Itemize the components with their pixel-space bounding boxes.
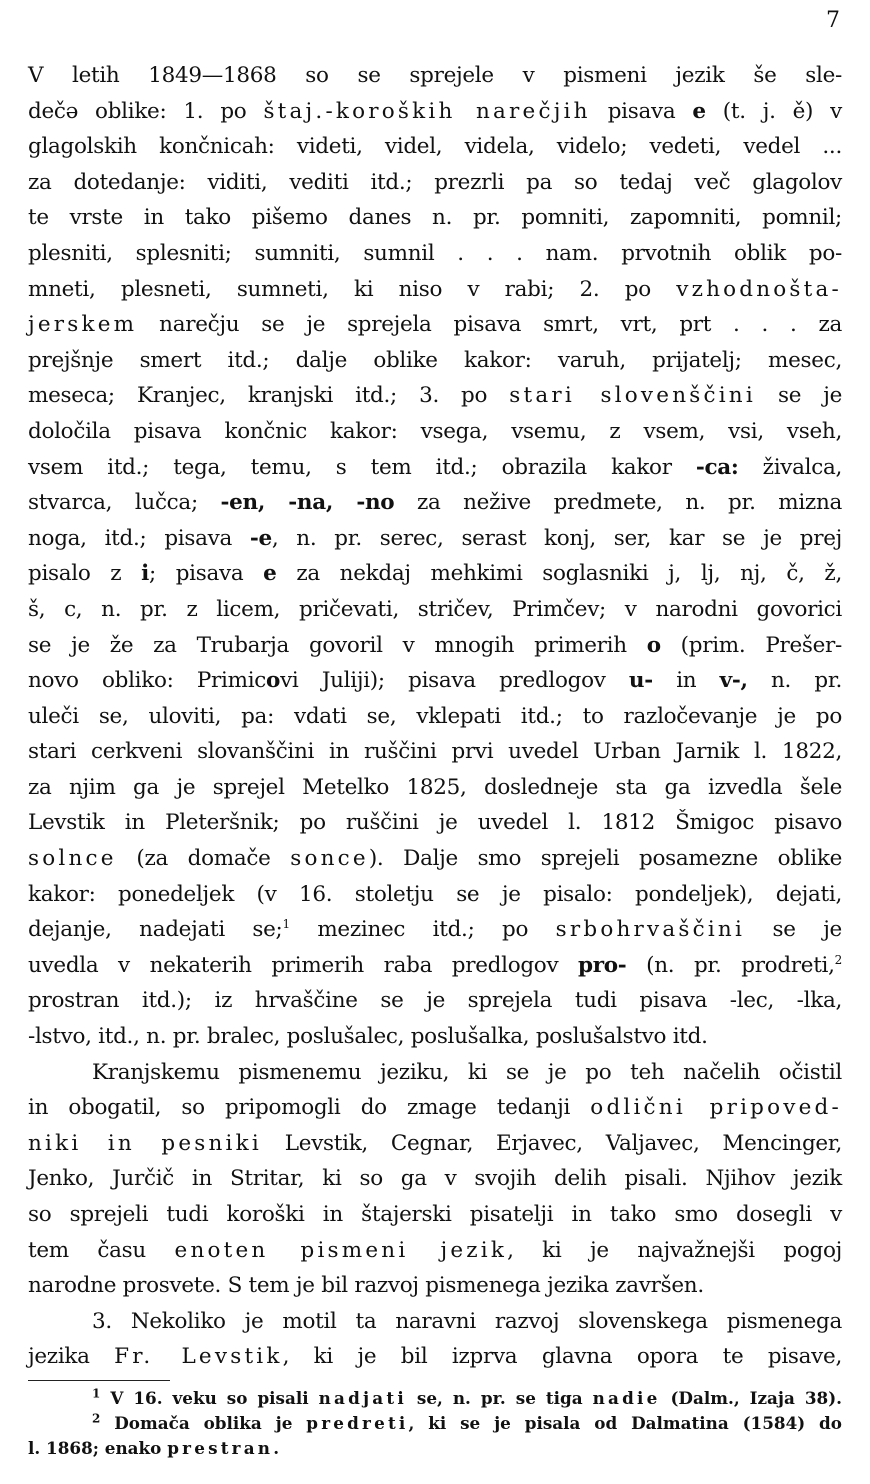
body-line bbox=[28, 485, 842, 521]
body-line bbox=[28, 805, 842, 841]
body-line bbox=[28, 94, 842, 130]
text-run: jezika bbox=[28, 1344, 115, 1370]
footnote-rule bbox=[28, 1380, 170, 1381]
body-line bbox=[28, 556, 842, 592]
body-line bbox=[28, 1268, 842, 1304]
text-run: se je bbox=[755, 383, 843, 409]
text-run: novo obliko: Primic bbox=[28, 668, 267, 694]
body-line bbox=[28, 841, 842, 877]
text-run: in bbox=[652, 668, 720, 694]
spaced-emphasis: nadie bbox=[592, 1388, 661, 1408]
text-run: l. 1868; enako bbox=[28, 1438, 168, 1458]
bold-emphasis: v-, bbox=[719, 668, 748, 694]
text-run: za nekdaj mehkimi soglasniki j, lj, nj, č, ž, bbox=[276, 561, 842, 587]
body-line bbox=[28, 912, 842, 948]
text-run: prejšnje smert itd.; dalje oblike kakor: varuh, prijatelj; mesec, bbox=[28, 347, 842, 373]
bold-emphasis: o bbox=[646, 632, 661, 658]
text-run: noga, itd.; pisava bbox=[28, 525, 250, 551]
bold-emphasis: -en, -na, -no bbox=[220, 490, 395, 516]
text-run: plesniti, splesniti; sumniti, sumnil . . . nam. prvotnih oblik po- bbox=[28, 240, 842, 266]
spaced-emphasis: stari slovenščini bbox=[509, 383, 756, 409]
text-run: Kranjskemu pismenemu jeziku, ki se je po teh načelih očistil bbox=[92, 1059, 842, 1085]
spaced-emphasis: srbohrvaščini bbox=[555, 917, 746, 943]
text-run: se je bbox=[745, 917, 842, 943]
text-run: kakor: ponedeljek (v 16. stoletju se je pisalo: pondeljek), dejati, bbox=[28, 881, 842, 907]
footnote-marker: 1 bbox=[282, 917, 290, 932]
text-run: , ki je bil izprva glavna opora te pisave, bbox=[282, 1344, 842, 1370]
text-run: 3. Nekoliko je motil ta naravni razvoj slovenskega pismenega bbox=[92, 1308, 842, 1334]
body-line bbox=[28, 307, 842, 343]
body-line bbox=[28, 1233, 842, 1269]
spaced-emphasis: enoten pismeni jezik bbox=[174, 1237, 508, 1263]
body-line bbox=[28, 877, 842, 913]
text-run: so sprejeli tudi koroški in štajerski pisatelji in tako smo dosegli v bbox=[28, 1202, 842, 1227]
text-run: meseca; Kranjec, kranjski itd.; 3. po bbox=[28, 383, 510, 409]
text-run: prostran itd.); iz hrvaščine se je sprejela tudi pisava -lec, -lka, bbox=[28, 988, 842, 1014]
spaced-emphasis: solnce bbox=[28, 846, 117, 872]
text-run: , ki je najvažnejši pogoj bbox=[507, 1237, 842, 1263]
spaced-emphasis: odlični pripoved- bbox=[590, 1095, 842, 1121]
text-run: določila pisava končnic kakor: vsega, vsemu, z vsem, vsi, vseh, bbox=[28, 418, 842, 444]
text-run: stari cerkveni slovanščini in ruščini prvi uvedel Urban Jarnik l. 1822, bbox=[28, 739, 842, 765]
text-run: za dotedanje: viditi, vediti itd.; prezrli pa so tedaj več glagolov bbox=[28, 169, 842, 195]
text-run: (n. pr. prodreti, bbox=[626, 952, 835, 978]
text-run: živalca, bbox=[738, 454, 843, 480]
body-line bbox=[28, 1019, 842, 1055]
footnote-marker: 2 bbox=[834, 952, 842, 967]
body-line bbox=[28, 592, 842, 628]
text-run: vi Juliji); pisava predlogov bbox=[280, 668, 629, 694]
body-line bbox=[28, 236, 842, 272]
text-run: te vrste in tako pišemo danes n. pr. pomniti, zapomniti, pomnil; bbox=[28, 205, 842, 231]
text-run: za nežive predmete, n. pr. mizna bbox=[394, 490, 843, 516]
text-run: Domača oblika je bbox=[100, 1413, 307, 1433]
bold-emphasis: u- bbox=[628, 668, 653, 694]
text-run: glagolskih končnicah: videti, videl, videla, videlo; vedeti, vedel ... bbox=[28, 134, 842, 160]
footnotes bbox=[28, 1386, 842, 1461]
footnote-marker: 1 bbox=[92, 1386, 101, 1401]
spaced-emphasis: sonce bbox=[290, 846, 369, 872]
body-line bbox=[28, 129, 842, 165]
text-run: uleči se, uloviti, pa: vdati se, vklepati itd.; to razločevanje je po bbox=[28, 703, 842, 729]
bold-emphasis: -ca: bbox=[695, 454, 739, 480]
text-run: se, n. pr. se tiga bbox=[406, 1388, 593, 1408]
body-line bbox=[28, 378, 842, 414]
text-run: Levstik in Pleteršnik; po ruščini je uvedel l. 1812 Šmigoc pisavo bbox=[28, 810, 842, 836]
text-run: (za domače bbox=[116, 846, 291, 872]
text-run: (Dalm., Izaja 38). bbox=[660, 1388, 842, 1408]
body-line bbox=[28, 165, 842, 201]
text-run: n. pr. bbox=[747, 668, 842, 694]
body-line bbox=[28, 734, 842, 770]
bold-emphasis: e bbox=[692, 98, 706, 124]
footnote-line bbox=[28, 1436, 842, 1461]
spaced-emphasis: nadjati bbox=[318, 1388, 407, 1408]
spaced-emphasis: štaj.-koroških narečjih bbox=[263, 98, 591, 124]
body-line bbox=[28, 628, 842, 664]
text-run: uvedla v nekaterih primerih raba predlogov bbox=[28, 952, 578, 978]
body-line bbox=[28, 663, 842, 699]
body-line bbox=[28, 521, 842, 557]
body-line bbox=[28, 450, 842, 486]
text-run: dejanje, nadejati se; bbox=[28, 917, 283, 943]
bold-emphasis: e bbox=[263, 561, 277, 587]
body-line bbox=[28, 343, 842, 379]
text-run: , n. pr. serec, serast konj, ser, kar se je prej bbox=[271, 525, 842, 551]
text-run: V 16. veku so pisali bbox=[100, 1388, 319, 1408]
body-line bbox=[28, 1126, 842, 1162]
spaced-emphasis: prestran bbox=[167, 1438, 274, 1458]
body-line bbox=[28, 1055, 842, 1091]
spaced-emphasis: jerskem bbox=[28, 312, 138, 338]
body-line bbox=[28, 770, 842, 806]
body-line bbox=[28, 272, 842, 308]
text-run: in obogatil, so pripomogli do zmage tedanji bbox=[28, 1095, 591, 1121]
body-line bbox=[28, 1197, 842, 1233]
text-run: Jenko, Jurčič in Stritar, ki so ga v svojih delih pisali. Njihov jezik bbox=[28, 1166, 842, 1192]
footnote-line bbox=[28, 1411, 842, 1436]
body-line bbox=[28, 1339, 842, 1375]
body-line bbox=[28, 200, 842, 236]
body-line bbox=[28, 414, 842, 450]
text-run: pisava bbox=[590, 98, 693, 124]
body-line bbox=[28, 1090, 842, 1126]
text-run: š, c, n. pr. z licem, pričevati, stričev, Primčev; v narodni govorici bbox=[28, 596, 842, 622]
bold-emphasis: o bbox=[266, 668, 281, 694]
text-run: se je že za Trubarja govoril v mnogih primerih bbox=[28, 632, 647, 658]
body-line bbox=[28, 983, 842, 1019]
body-line bbox=[28, 948, 842, 984]
footnote-line bbox=[28, 1386, 842, 1411]
text-run: vsem itd.; tega, temu, s tem itd.; obrazila kakor bbox=[28, 454, 696, 480]
bold-emphasis: i bbox=[141, 561, 149, 587]
text-run: za njim ga je sprejel Metelko 1825, dosledneje sta ga izvedla šele bbox=[28, 774, 842, 800]
page-number: 7 bbox=[826, 8, 840, 33]
text-run: -lstvo, itd., n. pr. bralec, poslušalec, poslušalka, poslušalstvo itd. bbox=[28, 1024, 708, 1050]
footnote-marker: 2 bbox=[92, 1411, 101, 1426]
spaced-emphasis: Fr. Levstik bbox=[114, 1344, 283, 1370]
text-run: narodne prosvete. S tem je bil razvoj pismenega jezika završen. bbox=[28, 1273, 704, 1299]
text-run: pisalo z bbox=[28, 561, 142, 587]
text-run: , ki se je pisala od Dalmatina (1584) do bbox=[408, 1413, 842, 1433]
spaced-emphasis: vzhodnošta- bbox=[676, 276, 842, 302]
body-line bbox=[28, 58, 842, 94]
bold-emphasis: -e bbox=[249, 525, 272, 551]
text-run: ). Dalje smo sprejeli posamezne oblike bbox=[368, 846, 842, 872]
text-run: (t. j. ě) v bbox=[705, 98, 842, 124]
text-run: V letih 1849—1868 so se sprejele v pismeni jezik še sle- bbox=[28, 63, 842, 88]
text-run: mezinec itd.; po bbox=[289, 917, 556, 943]
body-line bbox=[28, 1161, 842, 1197]
body-line bbox=[28, 699, 842, 735]
text-run: dečə oblike: 1. po bbox=[28, 98, 264, 124]
spaced-emphasis: niki in pesniki bbox=[28, 1130, 262, 1156]
text-run: narečju se je sprejela pisava smrt, vrt, prt . . . za bbox=[137, 312, 842, 338]
body-text bbox=[28, 58, 842, 1375]
text-run: ; pisava bbox=[148, 561, 264, 587]
bold-emphasis: pro- bbox=[577, 952, 627, 978]
text-run: stvarca, lučca; bbox=[28, 490, 221, 516]
text-run: mneti, plesneti, sumneti, ki niso v rabi; 2. po bbox=[28, 276, 677, 302]
text-run: tem času bbox=[28, 1237, 175, 1263]
text-run: Levstik, Cegnar, Erjavec, Valjavec, Mencinger, bbox=[261, 1130, 842, 1156]
spaced-emphasis: predreti bbox=[306, 1413, 409, 1433]
text-run: (prim. Prešer- bbox=[660, 632, 843, 658]
body-line bbox=[28, 1304, 842, 1340]
text-run: . bbox=[273, 1438, 280, 1458]
